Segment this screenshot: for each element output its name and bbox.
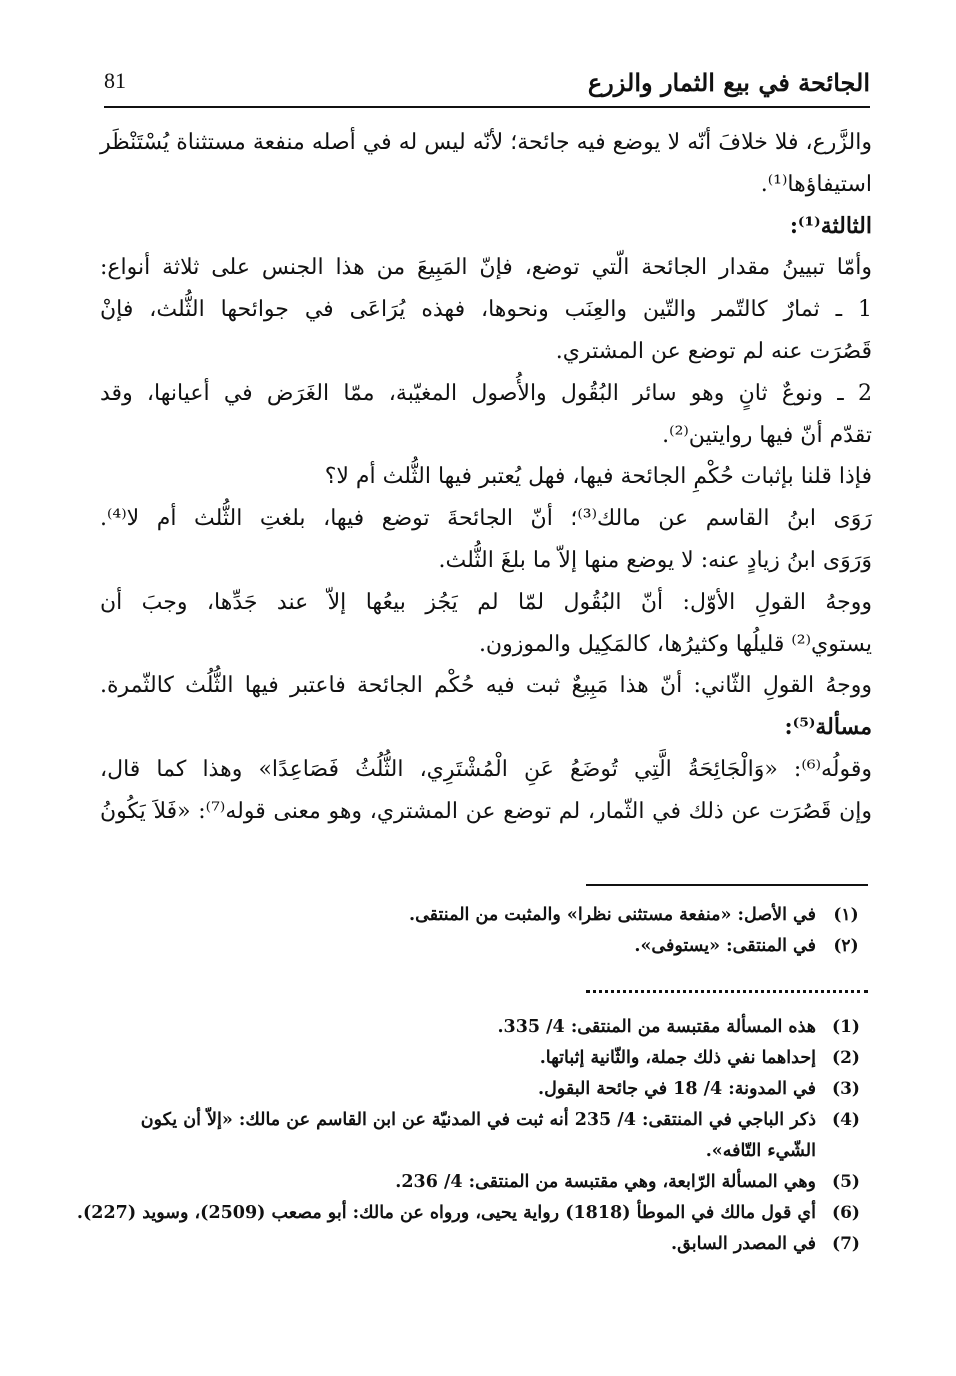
footnote-number: (1): [832, 1017, 860, 1037]
text-line: وإن قَصُرَت عن ذلك في الثّمار، لم توضع عن المشتري، وهو معنى قوله⁽⁷⁾: «فَلاَ يَكُونُ: [100, 798, 872, 824]
footnote: [96, 1012, 868, 1043]
footnote: [96, 1074, 868, 1105]
text-line: والزَّرع، فلا خلافَ أنّه لا يوضع فيه جائحة؛ لأنّه ليس له في أصله منفعة مستثناة يُسْتَنْظَر: [100, 130, 872, 155]
footnote-number: (4): [832, 1110, 860, 1130]
footnote-text: ذكر الباجي في المنتقى: 4/ 235 أنه ثبت في المدنيّة عن ابن القاسم عن مالك: «إلاّ أن يكون: [140, 1110, 816, 1130]
footnote-number: (2): [832, 1048, 860, 1068]
section-heading: الثالثة⁽¹⁾:: [789, 212, 872, 239]
footnote: [96, 1105, 868, 1167]
text-line: قَصُرَت عنه لم توضع عن المشتري.: [555, 338, 872, 364]
section-heading: مسألة⁽⁵⁾:: [784, 714, 872, 741]
footnote-text-continued: الشّيء التّافه».: [705, 1141, 816, 1161]
footnote-number: (5): [832, 1172, 860, 1192]
footnote-number: (6): [832, 1203, 860, 1223]
footnote-text: في الأصل: «منفعة مستثنى نظرا» والمثبت من المنتقى.: [409, 905, 816, 925]
footnote: [96, 1167, 868, 1198]
footnote-text: أي قول مالك في الموطأ (1818) رواية يحيى، ورواه عن مالك: أبو مصعب (2509)، وسويد (227).: [76, 1203, 816, 1223]
text-line: وأمّا تبيينُ مقدار الجائحة الّتي توضع، فإنّ المَبِيعَ من هذا الجنس على ثلاثة أنواع:: [100, 255, 872, 281]
text-line: فإذا قلنا بإثبات حُكْمِ الجائحة فيها، فهل يُعتبر فيها الثُّلث أم لا؟: [324, 464, 872, 490]
footnote-number: (3): [832, 1079, 860, 1099]
text-line: وَرَوَى ابنُ زيادٍ عنه: لا يوضع منها إلاّ ما بلغَ الثُّلث.: [438, 547, 872, 573]
text-line: 2 ـ ونوعٌ ثانٍ وهو سائر البُقُول والأُصول المغيّبة، ممّا الغَرَض في أعيانها، وقد: [100, 380, 872, 406]
text-line: ووجهُ القولِ الثّاني: أنّ هذا مَبِيعٌ ثبت فيه حُكْم الجائحة فاعتبر فيها الثُّلُث كالثّمرة.: [100, 673, 872, 699]
page-header: [104, 64, 870, 104]
footnote: [96, 900, 868, 931]
dotted-separator: [586, 990, 868, 993]
text-line: تقدّم أنّ فيها روايتين⁽²⁾.: [662, 422, 872, 448]
footnote-text: هذه المسألة مقتبسة من المنتقى: 4/ 335.: [497, 1017, 816, 1037]
text-line: ووجهُ القولِ الأوّل: أنّ البُقُول لمّا لم يَجُز بيعُها إلاّ عند جَدِّها، وجبَ أن: [100, 589, 873, 615]
text-line: استيفاؤها⁽¹⁾.: [760, 171, 872, 197]
footnote: [96, 1043, 868, 1074]
text-line: وقولُه⁽⁶⁾: «وَالْجَائِحَةُ الَّتِي تُوضَعُ عَنِ الْمُشْتَرِي، الثُّلُثُ فَصَاعِدًا» وهذا كما قال،: [100, 756, 872, 782]
text-line: يستوي⁽²⁾ قليلُها وكثيرُها، كالمَكِيل والموزون.: [478, 631, 872, 657]
footnote-text: في المنتقى: «يستوفى».: [634, 936, 816, 956]
page-number: 81: [104, 68, 126, 93]
text-line: 1 ـ ثمارٌ كالتّمر والتّين والعِنَب ونحوها، فهذه يُرَاعَى في جوائحها الثُّلث، فإنْ: [100, 297, 872, 323]
footnote-number: (7): [832, 1234, 860, 1254]
footnote-number: (٢): [833, 936, 859, 956]
main-text: [100, 122, 872, 833]
running-title: الجائحة في بيع الثمار والزرع: [587, 68, 870, 97]
footnote: [96, 931, 868, 962]
header-rule: [104, 106, 870, 108]
footnote-separator: [586, 884, 868, 886]
footnote-text: وهي المسألة الرّابعة، وهي مقتبسة من المنتقى: 4/ 236.: [395, 1172, 816, 1192]
author-footnotes: [76, 1012, 868, 1260]
footnote: [96, 1229, 868, 1260]
footnote-text: في المدونة: 4/ 18 في جائحة البقول.: [538, 1079, 816, 1099]
footnote-text: في المصدر السابق.: [671, 1234, 816, 1254]
footnote-number: (١): [833, 905, 859, 925]
footnote: [76, 1198, 868, 1229]
footnote-text: إحداهما نفي ذلك جملة، والثّانية إثباتها.: [539, 1048, 816, 1068]
editor-footnotes: [96, 900, 868, 962]
text-line: رَوَى ابنُ القاسم عن مالك⁽³⁾؛ أنّ الجائحةَ توضع فيها، بلغتِ الثُّلث أم لا⁽⁴⁾.: [100, 506, 872, 532]
